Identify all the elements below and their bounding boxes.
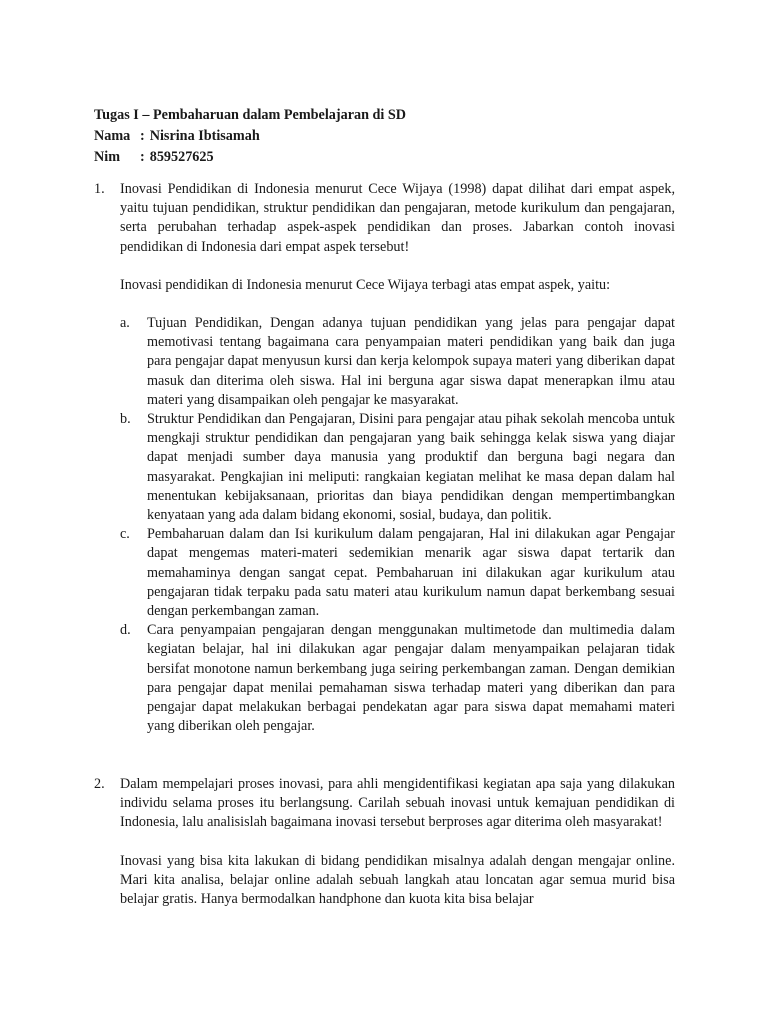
question-2-number: 2. bbox=[94, 776, 105, 792]
question-1 bbox=[94, 180, 675, 736]
assignment-title: Tugas I – Pembaharuan dalam Pembelajaran di SD bbox=[94, 107, 407, 123]
question-2 bbox=[94, 775, 675, 909]
item-c-text: Pembaharuan dalam dan Isi kurikulum dalam pengajaran, Hal ini dilakukan agar Pengajar dapat mengemas materi-materi sedemikian menarik agar siswa dapat tertarik dan memahaminya dengan sangat cepat. Pembaharuan ini dilakukan agar kurikulum atau pengajaran tidak terpaku pada satu materi atau kurikulum namun dapat berkembang sesuai dengan perkembangan zaman. bbox=[147, 526, 675, 620]
question-2-text: Dalam mempelajari proses inovasi, para ahli mengidentifikasi kegiatan apa saja yang dilakukan individu selama proses itu berlangsung. Carilah sebuah inovasi untuk kemajuan pendidikan di Indonesia, lalu analisislah bagaimana inovasi tersebut berproses agar diterima oleh masyarakat! bbox=[120, 776, 675, 831]
answer-1-item-d bbox=[120, 621, 675, 736]
item-a-text: Tujuan Pendidikan, Dengan adanya tujuan pendidikan yang jelas para pengajar dapat memotivasi tentang bagaimana cara penyampaian materi pendidikan yang baik dan juga para pengajar dapat menyusun kursi dan kerja kelompok supaya materi yang diberikan dapat masuk dan diterima oleh siswa. Hal ini berguna agar siswa dapat menerapkan ilmu atau materi yang disampaikan oleh pengajar ke masyarakat. bbox=[147, 315, 675, 408]
answer-1-item-b bbox=[120, 410, 675, 525]
assignment-title-row bbox=[94, 106, 406, 127]
item-d-letter: d. bbox=[120, 622, 131, 639]
student-id-row bbox=[94, 148, 406, 169]
question-1-number: 1. bbox=[94, 181, 105, 197]
question-1-text: Inovasi Pendidikan di Indonesia menurut Cece Wijaya (1998) dapat dilihat dari empat aspek, yaitu tujuan pendidikan, struktur pendidikan dan pengajaran, metode kurikulum dan pengajaran, serta perubahan terhadap aspek-aspek pendidikan dan proses. Jabarkan contoh inovasi pendidikan di Indonesia dari empat aspek tersebut! bbox=[120, 181, 675, 255]
answer-2-text: Inovasi yang bisa kita lakukan di bidang pendidikan misalnya adalah dengan mengajar online. Mari kita analisa, belajar online adalah sebuah langkah atau loncatan agar semua murid bisa belajar gratis. Hanya bermodalkan handphone dan kuota kita bisa belajar bbox=[120, 852, 675, 908]
answer-1-intro: Inovasi pendidikan di Indonesia menurut Cece Wijaya terbagi atas empat aspek, yaitu: bbox=[120, 276, 611, 293]
answer-1-item-a bbox=[120, 314, 675, 410]
item-d-text: Cara penyampaian pengajaran dengan menggunakan multimetode dan multimedia dalam kegiatan belajar, hal ini dilakukan agar pengajar dalam menyampaikan pelajaran tidak bersifat monotone namun berkembang juga seiring perkembangan zaman. Dengan demikian para pengajar dapat menilai pemahaman siswa terhadap materi yang diberikan dan para pengajar dapat melakukan berbagai pendekatan agar para siswa dapat memahami materi yang diberikan oleh pengajar. bbox=[147, 622, 675, 735]
answer-1-item-c bbox=[120, 525, 675, 621]
item-a-letter: a. bbox=[120, 315, 130, 332]
nim-label: Nim bbox=[94, 149, 121, 165]
nim-separator: : bbox=[140, 149, 145, 165]
item-b-text: Struktur Pendidikan dan Pengajaran, Disini para pengajar atau pihak sekolah mencoba untuk mengkaji struktur pendidikan dan pengajaran yang baik sehingga kelak siswa yang diajar dapat menjadi sumber daya manusia yang produktif dan berguna bagi negara dan masyarakat. Pengkajian ini meliputi: rangkaian kegiatan melihat ke masa depan dalam hal menentukan kebijaksanaan, prioritas dan biaya pendidikan dengan mempertimbangkan kenyataan yang ada dalam bidang ekonomi, sosial, budaya, dan politik. bbox=[147, 411, 675, 524]
item-b-letter: b. bbox=[120, 411, 131, 428]
document-header bbox=[94, 106, 406, 169]
item-c-letter: c. bbox=[120, 526, 130, 543]
name-separator: : bbox=[140, 128, 145, 144]
student-name: Nisrina Ibtisamah bbox=[149, 128, 260, 144]
name-label: Nama bbox=[94, 128, 131, 144]
student-id: 859527625 bbox=[149, 149, 214, 165]
student-name-row bbox=[94, 127, 406, 148]
